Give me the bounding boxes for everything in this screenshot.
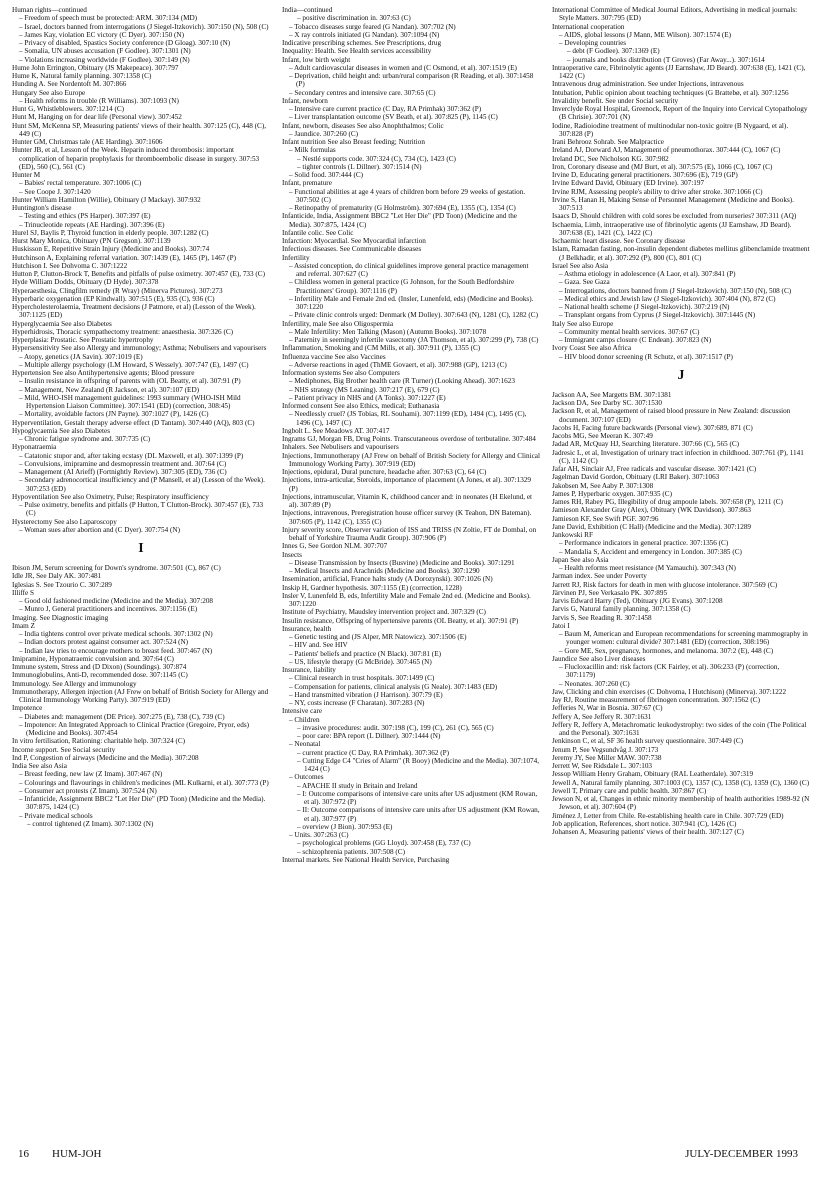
index-subentry: – Medical Insects and Arachnids (Medicine and Books). 307:1290: [289, 567, 480, 575]
index-subentry: – Patient privacy in NHS and (A Tonks). 307:1227 (E): [289, 393, 446, 402]
index-entry: Jafar AH, Sinclair AJ, Free radicals and vascular disease. 307:1421 (C): [552, 465, 757, 473]
index-entry: Hyponatraemia: [12, 443, 57, 452]
index-subentry: – Compensation for patients, clinical analysis (G Neale). 307:1483 (ED): [289, 682, 498, 691]
index-subentry: – Children: [289, 715, 320, 724]
index-entry: International Committee of Medical Journal Editors, Advertising in medical journals: Style Matters. 307:795 (ED): [552, 6, 798, 23]
index-entry: Irvine D, Educating general practitioners. 307:696 (E), 719 (GP): [552, 171, 738, 179]
index-subentry: – Nestlé supports code. 307:324 (C), 734 (C), 1423 (C): [297, 154, 456, 163]
index-entry: Insler V, Lunenfeld B, eds, Infertility Male and Female 2nd ed. (Medicine and Books). 307:1220: [282, 591, 531, 608]
page-number: 16: [18, 1148, 29, 1160]
index-subentry: – Multiple allergy psychology (LM Howard, S Wessely). 307:747 (E), 1497 (C): [19, 360, 249, 369]
index-entry: Jatoi I: [552, 621, 570, 630]
index-entry: Isaacs D, Should children with cold sores be excluded from nurseries? 307:311 (AQ): [552, 212, 797, 221]
index-entry: Hunter JB, et al, Lesson of the Week. Heparin induced thrombosis: important complication of heparin prophylaxis for thromboembolic disease in surgery. 307:53 (ED), 560 (C), 561 (C): [12, 146, 260, 171]
index-subentry: – Woman sues after abortion and (C Dyer). 307:754 (N): [19, 525, 180, 534]
index-entry: Johansen A, Measuring patients' views of their health. 307:127 (C): [552, 828, 744, 836]
index-entry: Injury severity score, Observer variation of ISS and TRISS (N Zoltie, FT de Dombal, on behalf of Yorkshire Trauma Audit Group). 307:906 (P): [282, 525, 537, 542]
index-entry: Jessop William Henry Graham, Obituary (RAL Leatherdale). 307:319: [552, 770, 754, 779]
index-subentry: – Neonates. 307:260 (C): [559, 679, 630, 688]
index-entry: Hutchison I. See Dohvoma C. 307:1222: [12, 261, 128, 270]
index-entry: Hysterectomy See also Laparoscopy: [12, 517, 117, 526]
index-entry: Hyperbaric oxygenation (EP Kindwall). 307:515 (E), 935 (C), 936 (C): [12, 294, 215, 303]
index-subentry: – debt (F Godlee). 307:1369 (E): [567, 47, 660, 56]
index-subentry: – Adult cardiovascular diseases in women and (C Osmond, et al). 307:1519 (E): [289, 63, 517, 72]
index-entry: Jay RJ, Routine measurement of fibrinogen concentration. 307:1562 (C): [552, 696, 760, 704]
index-subentry: – Solid food. 307:444 (C): [289, 171, 364, 179]
index-subentry: – current practice (C Day, RA Primhak). 307:362 (P): [297, 748, 450, 757]
index-subentry: – Trinucleotide repeats (AE Harding). 307:396 (E): [19, 220, 165, 229]
index-entry: Immunology. See Allergy and immunology: [12, 679, 137, 688]
index-entry: Hypersensitivity See also Allergy and immunology; Asthma; Nebulisers and vapourisers: [12, 344, 267, 353]
index-entry: Insects: [282, 550, 302, 559]
index-entry: Hypoventilation See also Oximetry, Pulse; Respiratory insufficiency: [12, 492, 209, 501]
section-letter: I: [138, 541, 144, 556]
index-entry: Jefferies N, War in Bosnia. 307:67 (C): [552, 704, 663, 713]
index-entry: Jerrett W, See Ridsdale L. 307:103: [552, 762, 653, 770]
index-entry: Income support. See Social security: [12, 745, 116, 754]
index-subentry: – Jaundice. 307:260 (C): [289, 129, 359, 138]
index-subentry: – National health scheme (J Siegel-Itzkovich). 307:219 (N): [559, 303, 730, 311]
index-subentry: – Developing countries: [559, 39, 627, 47]
index-entry: Informed consent See also Ethics, medical; Euthanasia: [282, 402, 440, 410]
index-entry: Hypertension See also Antihypertensive agents; Blood pressure: [12, 369, 195, 377]
index-entry: Inhalers. See Nebulisers and vapourisers: [282, 443, 399, 452]
index-subentry: – X ray controls initiated (G Nandan). 307:1094 (N): [289, 30, 440, 39]
index-entry: Jane David, Exhibition (C Hall) (Medicine and the Media). 307:1289: [552, 522, 752, 531]
index-entry: Iron, Coronary disease and (MJ Burt, et al). 307:575 (E), 1066 (C), 1067 (C): [552, 162, 773, 171]
index-entry: Irvine S, Hanan H, Making Sense of Personnel Management (Medicine and Books). 307:513: [552, 195, 794, 212]
index-subentry: – Infanticide, Assignment BBC2 "Let Her Die" (PD Toon) (Medicine and the Media). 307:875, 1424 (C): [19, 795, 266, 812]
index-subentry: – See Coope J. 307:1420: [19, 187, 91, 196]
index-subentry: – US, lifestyle therapy (G McBride). 307:465 (N): [289, 657, 432, 666]
index-subentry: – India tightens control over private medical schools. 307:1302 (N): [19, 630, 213, 638]
index-subentry: – James Kay, violation EC victory (C Dyer). 307:150 (N): [19, 30, 185, 39]
index-subentry: – Gore ME, Sex, pregnancy, hormones, and melanoma. 307:2 (E), 448 (C): [559, 646, 774, 655]
index-entry: Immunoglobulins, Anti-D, recommended dose. 307:1145 (C): [12, 671, 188, 680]
index-entry: Imipramine, Hyponatraemic convulsion and. 307:64 (C): [12, 654, 174, 663]
index-entry: Jarvis S, See Reading R. 307:1458: [552, 613, 652, 622]
index-subentry: – Secondary adrenocortical insufficiency and (P Mansell, et al) (Lesson of the Week). 307:253 (ED): [19, 476, 265, 493]
index-entry: Illiffe S: [12, 588, 35, 597]
index-entry: Injections, intramuscular, Vitamin K, childhood cancer and: in neonates (H Ekelund, et al). 307:89 (P): [282, 492, 533, 509]
index-entry: Jacobs MG, See Meeran K. 307:49: [552, 432, 653, 440]
index-subentry: – Performance indicators in general practice. 307:1356 (C): [559, 539, 729, 548]
index-subentry: – Secondary centres and intensive care. 307:65 (C): [289, 88, 436, 97]
index-subentry: – HIV and. See HIV: [289, 641, 348, 650]
index-entry: Hypercholesterolaemia, Treatment decisions (J Patmore, et al) (Lesson of the Week). 307:1125 (ED): [12, 303, 256, 320]
index-subentry: – Neonatal: [289, 740, 321, 749]
index-entry: Jaw, Clicking and chin exercises (C Dohvoma, I Hutchison) (Minerva). 307:1222: [552, 687, 787, 696]
index-entry: Islam, Ramadan fasting, non-insulin dependent diabetes mellitus glibenclamide treatment (J Belkhadir, et al). 307:292 (P), 800 (C), 801 (C): [552, 245, 810, 262]
index-entry: Ischaemic heart disease. See Coronary disease: [552, 237, 686, 245]
index-entry: Jadad AR, McQuay HJ, Searching literature. 307:66 (C), 565 (C): [552, 440, 740, 449]
index-subentry: – Tobacco diseases surge feared (G Nandan). 307:702 (N): [289, 22, 456, 31]
index-entry: Jewell T, Primary care and public health. 307:867 (C): [552, 786, 707, 795]
index-entry: Jamieson Alexander Gray (Alex), Obituary (WK Davidson). 307:863: [552, 506, 752, 515]
index-entry: Infant, newborn: [282, 96, 328, 105]
index-entry: Ingrams GJ, Morgan FB, Drug Points. Transcutaneous overdose of tertbutaline. 307:484: [282, 435, 536, 443]
index-entry: Infant, low birth weight: [282, 55, 351, 64]
index-subentry: – Indian law tries to encourage mothers to breast feed. 307:467 (N): [19, 646, 213, 655]
index-entry: Indicative prescribing schemes. See Prescriptions, drug: [282, 39, 442, 47]
index-entry: Hume K, Natural family planning. 307:1358 (C): [12, 72, 152, 80]
index-subentry: – Diabetes and: management (DE Price). 307:275 (E), 738 (C), 739 (C): [19, 712, 225, 721]
index-subentry: – Liver transplantation outcome (SV Beath, et al). 307:825 (P), 1145 (C): [289, 113, 498, 122]
index-entry: Hyperaesthesia, Clingfilm remedy (R Wray) (Minerva Pictures). 307:273: [12, 286, 223, 295]
index-entry: Hunter William Hamilton (Willie), Obituary (J Mackay). 307:932: [12, 195, 201, 204]
index-subentry: – Disease Transmission by Insects (Busvine) (Medicine and Books). 307:1291: [289, 558, 515, 567]
index-entry: Hyperhidrosis, Thoracic sympathectomy treatment: anaesthesia. 307:326 (C): [12, 327, 234, 336]
index-entry: Iglesias S. See Tzourio C. 307:289: [12, 580, 112, 589]
index-subentry: – Babies' rectal temperature. 307:1006 (C): [19, 179, 142, 188]
index-column-3: [552, 6, 810, 1140]
index-entry: Intubation, Public opinion about teaching techniques (G Brattebø, et al). 307:1256: [552, 88, 789, 97]
index-entry: In vitro fertilisation, Rationing: charitable help. 307:324 (C): [12, 737, 186, 746]
index-entry: Jarvis G, Natural family planning. 307:1358 (C): [552, 605, 691, 614]
index-entry: Inverclyde Royal Hospital, Greenock, Report of the Inquiry into Cervical Cytopathology (B Chrisie). 307:701 (N): [552, 105, 808, 122]
index-column-1: [12, 6, 270, 1140]
index-entry: Jamieson KF, See Swift PGF. 307:96: [552, 514, 659, 523]
index-column-2: [282, 6, 540, 1140]
index-subentry: – Atopy, genetics (JA Savin). 307:1019 (E): [19, 352, 143, 361]
index-entry: Infantile colic. See Colic: [282, 228, 354, 237]
index-subentry: – Health reforms in trouble (R Williams). 307:1093 (N): [19, 96, 179, 105]
index-entry: James P, Hyperbaric oxygen. 307:935 (C): [552, 489, 672, 498]
index-entry: Imaging. See Diagnostic imaging: [12, 613, 109, 622]
index-subentry: – Patients' beliefs and practice (N Black). 307:81 (E): [289, 649, 441, 658]
index-subentry: – Indian doctors protest against consumer act. 307:524 (N): [19, 638, 189, 647]
index-subentry: – Baum M, American and European recommendations for screening mammography in younger women: cultural divide? 307:1481 (ED) (correction, 308:196): [559, 630, 808, 647]
index-entry: Impotence: [12, 704, 43, 713]
index-subentry: – invasive procedures: audit. 307:198 (C), 199 (C), 261 (C), 565 (C): [297, 723, 494, 732]
index-entry: Intensive care: [282, 707, 323, 716]
index-entry: Infant, premature: [282, 179, 332, 188]
index-entry: Infant, newborn, diseases See also Anophthalmos; Colic: [282, 121, 444, 130]
index-subentry: – Management, New Zealand (R Jackson, et al). 307:107 (ED): [19, 385, 200, 394]
index-entry: Järvinen PJ, See Verkasalo PK. 307:895: [552, 588, 668, 597]
index-subentry: – poor care: BPA report (L Dillner). 307:1444 (N): [297, 732, 441, 740]
index-entry: Ischaemia, Limb, intraoperative use of fibrinolytic agents (JJ Earnshaw, JD Beard). 307:638 (E), 1421 (C), 1422 (C): [552, 220, 792, 237]
index-subentry: – Male Infertility: Men Talking (Mason) (Autumn Books). 307:1078: [289, 327, 487, 336]
index-subentry: – HIV blood donor screening (R Schutz, et al). 307:1517 (P): [559, 352, 733, 361]
index-entry: Ind P, Congestion of airways (Medicine and the Media). 307:208: [12, 753, 199, 762]
index-entry: Influenza vaccine See also Vaccines: [282, 352, 386, 361]
index-entry: Jagelman David Gordon, Obituary (LRI Baker). 307:1063: [552, 473, 720, 482]
index-subentry: – Intensive care current practice (C Day, RA Primhak) 307:362 (P): [289, 105, 482, 113]
index-subentry: – Somalia, UN abuses accusation (F Godlee). 307:1301 (N): [19, 47, 191, 56]
index-subentry: – Mortality, avoidable factors (JN Payne). 307:1027 (P), 1426 (C): [19, 410, 209, 419]
index-entry: Hungary See also Europe: [12, 88, 86, 97]
index-entry: Job application, References, short notice. 307:941 (C), 1426 (C): [552, 819, 737, 828]
index-entry: Injections, intravenous, Preregistration house officer survey (K Teahon, DN Bateman). 307:605 (P), 1142 (C), 1355 (C): [282, 509, 532, 526]
index-subentry: – Medical ethics and Jewish law (J Siegel-Itzkovich). 307:404 (N), 872 (C): [559, 294, 776, 303]
index-entry: Huskisson E, Repetitive Strain Injury (Medicine and Books). 307:74: [12, 245, 210, 254]
index-subentry: – I: Outcome comparisons of intensive care units after US adjustment (KM Rowan, et al). 307:972 (P): [297, 789, 538, 806]
index-entry: Institute of Psychiatry, Maudsley intervention project and. 307:329 (C): [282, 608, 486, 617]
index-subentry: – Private clinic controls urged: Denmark (M Dolley). 307:643 (N), 1281 (C), 1282 (C): [289, 311, 538, 320]
index-subentry: – Private medical schools: [19, 811, 93, 820]
section-letter: J: [677, 367, 685, 383]
index-entry: Infertility: [282, 253, 310, 262]
index-subentry: – NHS strategy (MS Leaning). 307:217 (E), 679 (C): [289, 385, 440, 394]
index-subentry: – Privacy of disabled, Spastics Society conference (D Gloag). 307:10 (N): [19, 39, 231, 47]
index-subentry: – Paternity in seemingly infertile vasectomy (JA Thomson, et al). 307:299 (P), 738 (C): [289, 336, 539, 344]
index-entry: Hyperplasia: Prostatic. See Prostatic hypertrophy: [12, 336, 154, 344]
index-entry: Insulin resistance, Offspring of hypertensive parents (OL Beatty, et al). 307:91 (P): [282, 616, 519, 625]
index-subentry: – Immigrant camps closure (C Endean). 307:823 (N): [559, 336, 712, 344]
index-entry: Infectious diseases. See Communicable diseases: [282, 245, 422, 254]
index-entry: Inflammation, Smoking and (CM Mills, et al). 307:911 (P), 1355 (C): [282, 344, 481, 353]
index-entry: Jarman index. See under Poverty: [552, 572, 647, 581]
index-subentry: – NY, costs increase (F Charatan). 307:283 (N): [289, 699, 425, 707]
index-subentry: – Mild, WHO-ISH management guidelines: 1993 summary (WHO-ISH Mild Hypertension Liaison Committee). 307:1541 (ED) (correction, 308:45): [19, 393, 241, 410]
index-subentry: – Asthma etiology in adolescence (A Laor, et al). 307:841 (P): [559, 270, 736, 278]
index-subentry: – Cutting Edge C4 "Cries of Alarm" (R Booy) (Medicine and the Media). 307:1074, 1424 (C): [297, 756, 540, 773]
index-entry: Imam Z: [12, 621, 35, 630]
index-subentry: – Hand transmitted vibration (J Harrison). 307:79 (E): [289, 690, 443, 699]
index-subentry: – Outcomes: [289, 773, 324, 782]
index-entry: Hunter M: [12, 171, 41, 179]
index-subentry: – Testing and ethics (PS Harper). 307:397 (E): [19, 212, 151, 221]
index-entry: Injections, intra-articular, Steroids, importance of placement (A Jones, et al). 307:1329 (P): [282, 476, 532, 493]
index-entry: Infanticide, India, Assignment BBC2 "Let Her Die" (PD Toon) (Medicine and the Media). 307:875, 1424 (C): [282, 212, 517, 229]
index-entry: Jenum P, See Vegsundvåg J. 307:173: [552, 745, 659, 754]
index-subentry: – APACHE II study in Britain and Ireland: [297, 781, 418, 790]
index-entry: Jarrett RJ, Risk factors for death in men with glucose intolerance. 307:569 (C): [552, 580, 778, 589]
index-entry: Hunt M, Hanging on for dear life (Personal view). 307:452: [12, 113, 182, 122]
index-entry: India—continued: [282, 6, 333, 14]
index-subentry: – psychological problems (GG Lloyd). 307:458 (E), 737 (C): [297, 839, 471, 848]
index-subentry: – Mediphones, Big Brother health care (R Turner) (Looking Ahead). 307:1623: [289, 377, 515, 386]
index-subentry: – Consumer act protests (Z Imam). 307:524 (N): [19, 786, 157, 795]
index-subentry: – schizophrenia patients. 307:508 (C): [297, 847, 405, 856]
index-subentry: – Convulsions, imipramine and desmopressin treatment and. 307:64 (C): [19, 459, 227, 468]
index-entry: Inequality: Health. See Health services accessibility: [282, 47, 432, 56]
index-entry: Jackson AA, See Margetts BM. 307:1381: [552, 390, 672, 399]
index-entry: Ibison JM, Serum screening for Down's syndrome. 307:501 (C), 867 (C): [12, 564, 221, 572]
index-entry: Infarction: Myocardial. See Myocardial infarction: [282, 237, 426, 245]
index-subentry: – Clinical research in trust hospitals. 307:1499 (C): [289, 674, 435, 683]
index-entry: Jakobsen M, See Aaby P. 307:1308: [552, 481, 654, 490]
index-subentry: – Mandalia S, Accident and emergency in London. 307:385 (C): [559, 547, 742, 556]
index-entry: Immune system, Stress and (D Dixon) (Soundings). 307:874: [12, 663, 187, 671]
index-entry: Jarvis Edward Harry (Ted), Obituary (JG Evans). 307:1208: [552, 597, 723, 605]
index-entry: Hutchinson A, Explaining referral variation. 307:1439 (E), 1465 (P), 1467 (P): [12, 253, 236, 262]
index-entry: Irvine RJM, Assessing people's ability to drive after stroke. 307:1066 (C): [552, 187, 763, 196]
index-entry: Invalidity benefit. See under Social security: [552, 96, 679, 105]
index-entry: Insurance, health: [282, 624, 332, 633]
index-entry: Injections, Immunotherapy (AJ Frew on behalf of British Society for Allergy and Clinical Immunology Working Party). 307:919 (ED): [282, 451, 540, 468]
index-subentry: – AIDS, global lessons (J Mann, ME Wilson). 307:1574 (E): [559, 30, 732, 39]
index-entry: Hunt G, Whistleblowers. 307:1214 (C): [12, 105, 125, 113]
index-entry: Jiménez J, Letter from Chile. Re-establishing health care in Chile. 307:729 (ED): [552, 811, 784, 820]
index-range: HUM-JOH: [52, 1148, 102, 1160]
index-subentry: – Units. 307:263 (C): [289, 831, 349, 839]
index-subentry: – Catatonic stupor and, after taking ecstasy (DL Maxwell, et al). 307:1399 (P): [19, 451, 244, 460]
index-entry: Jaundice See also Liver diseases: [552, 654, 646, 663]
index-entry: Jewson N, et al, Changes in ethnic minority membership of health authorities 1989-92 (N Jewson, et al). 307:604 (P): [552, 795, 810, 812]
index-subentry: – Israel, doctors banned from interrogations (J Siegel-Itzkovich). 307:150 (N), 508 (C): [19, 22, 269, 31]
index-entry: Hurel SJ, Baylis P, Thyroid function in elderly people. 307:1282 (C): [12, 228, 209, 237]
index-entry: Intravenous drug administration. See under Injections, intravenous: [552, 80, 744, 89]
index-entry: Internal markets. See National Health Service, Purchasing: [282, 855, 450, 864]
index-entry: Jenkinson C, et al, SF 36 health survey questionnaire. 307:449 (C): [552, 737, 744, 746]
index-subentry: – Milk formulas: [289, 146, 336, 155]
index-entry: Iodine, Radioiodine treatment of multinodular non-toxic goitre (B Nygaard, et al). 307:828 (P): [552, 121, 789, 138]
index-subentry: – Pulse oximetry, benefits and pitfalls (P Hutton, T Clutton-Brock). 307:457 (E), 733 (C): [19, 501, 264, 518]
index-subentry: – Assisted conception, do clinical guidelines improve general practice management and referral. 307:627 (C): [289, 261, 529, 278]
index-entry: Jackson DA, See Darby SC. 307:1530: [552, 399, 662, 407]
index-entry: Ivory Coast See also Africa: [552, 344, 632, 353]
index-entry: Jeffery R, Jeffery A, Metachromatic leukodystrophy: two sides of the coin (The Political and the Personal). 307:1631: [552, 720, 807, 737]
index-entry: International cooperation: [552, 22, 625, 31]
index-entry: Jadresic L, et al, Investigation of urinary tract infection in childhood. 307:761 (P), 1141 (C), 1142 (C): [552, 448, 804, 465]
index-entry: Hunt SM, McKenna SP, Measuring patients' views of their health. 307:125 (C), 448 (C), 449 (C): [12, 121, 267, 138]
index-entry: Israel See also Asia: [552, 261, 609, 270]
index-entry: Ingbolt L. See Meadows AT. 307:417: [282, 426, 390, 435]
index-entry: Hyperventilation, Gestalt therapy adverse effect (D Tantam). 307:440 (AQ), 803 (C): [12, 418, 255, 427]
index-entry: Italy See also Europe: [552, 319, 614, 328]
index-subentry: – control tightened (Z Imam). 307:1302 (N): [27, 819, 154, 828]
index-entry: Human rights—continued: [12, 6, 87, 14]
index-subentry: – Needlessly cruel? (JS Tobias, RL Souhami). 307:1199 (ED), 1494 (C), 1495 (C), 1496 (C), 1497 (C): [289, 410, 527, 427]
index-entry: James RH, Rabey PG, Illegibility of drug ampoule labels. 307:658 (P), 1211 (C): [552, 498, 783, 506]
index-subentry: – Health reforms meet resistance (M Yamauchi). 307:343 (N): [559, 564, 736, 572]
index-subentry: – Gaza. See Gaza: [559, 278, 610, 287]
index-entry: Hurst Mary Monica, Obituary (PN Gregson). 307:1139: [12, 237, 171, 245]
index-entry: Infant nutrition See also Breast feeding; Nutrition: [282, 138, 425, 146]
index-entry: Infertility, male See also Oligospermia: [282, 319, 394, 328]
index-entry: Insemination, artificial, France halts study (A Dorozynski). 307:1026 (N): [282, 575, 493, 584]
index-subentry: – Adverse reactions in aged (ThME Govaert, et al). 307:988 (GP), 1213 (C): [289, 360, 507, 369]
index-entry: Hyde William Dodds, Obituary (D Hyde). 307:378: [12, 278, 159, 287]
index-entry: Hunter GM, Christmas tale (AE Harding). 307:1606: [12, 138, 163, 146]
index-entry: Jacobs H, Facing future backwards (Personal view). 307:689, 871 (C): [552, 423, 753, 432]
index-subentry: – Freedom of speech must be protected: ARM. 307:134 (MD): [19, 14, 198, 23]
index-subentry: – Childless women in general practice (G Johnson, for the South Bedfordshire Practitioners' Group). 307:1116 (P): [289, 278, 515, 295]
index-entry: Ireland DC, See Nicholson KG. 307:982: [552, 154, 669, 163]
index-subentry: – Impotence: An Integrated Approach to Clinical Practice (Gregoire, Pryor, eds) (Medicine and Books). 307:454: [19, 720, 250, 737]
issue-date: JULY-DECEMBER 1993: [685, 1148, 798, 1160]
index-entry: Ireland AJ, Dorward AJ, Management of pneumothorax. 307:444 (C), 1067 (C): [552, 146, 781, 155]
index-subentry: – Management (AI Arieff) (Fortnightly Review). 307:305 (ED), 736 (C): [19, 468, 227, 476]
index-entry: India See also Asia: [12, 762, 67, 770]
index-subentry: – Interrogations, doctors banned from (J Siegel-Itzkovich). 307:150 (N), 508 (C): [559, 286, 792, 295]
index-subentry: – journals and books distribution (T Groves) (Far Away...). 307:1614: [567, 55, 765, 64]
index-entry: Hyperglycaemia See also Diabetes: [12, 319, 112, 328]
index-subentry: – Colourings and flavourings in children's medicines (ML Kulkarni, et al). 307:773 (P): [19, 778, 269, 787]
index-subentry: – Flucloxacillin and: risk factors (CK Fairley, et al). 306:233 (P) (correction, 307:1179): [559, 663, 780, 680]
index-entry: Jeremy JY, See Miller MAW. 307:738: [552, 753, 662, 762]
index-subentry: – Community mental health services. 307:67 (C): [559, 327, 700, 336]
index-entry: Intraoperative care, Fibrinolytic agents (JJ Earnshaw, JD Beard). 307:638 (E), 1421 (C), 1422 (C): [552, 63, 806, 80]
index-entry: Irvine Edward David, Obituary (ED Irvine). 307:197: [552, 179, 705, 188]
index-subentry: – Chronic fatigue syndrome and. 307:735 (C): [19, 435, 151, 443]
index-entry: Information systems See also Computers: [282, 369, 400, 377]
index-subentry: – Retinopathy of prematurity (G Holmström). 307:694 (E), 1355 (C), 1354 (C): [289, 204, 516, 212]
index-subentry: – Transplant organs from Cyprus (J Siegel-Itzkovich). 307:1445 (N): [559, 311, 756, 320]
index-entry: Hypoglycaemia See also Diabetes: [12, 426, 110, 435]
index-subentry: – Munro J, General practitioners and incentives. 307:1156 (E): [19, 605, 198, 614]
index-subentry: – tighter controls (L Dillner). 307:1514 (N): [297, 162, 422, 171]
index-entry: Idle JR, See Daly AK. 307:481: [12, 572, 102, 581]
index-entry: Insurance, liability: [282, 666, 336, 674]
index-subentry: – Infertility Male and Female 2nd ed. (Insler, Lunenfeld, eds) (Medicine and Books). 307:1220: [289, 294, 534, 311]
index-entry: Jankowski RF: [552, 531, 593, 539]
index-entry: Injections, epidural, Dural puncture, headache after. 307:63 (C), 64 (C): [282, 468, 487, 476]
page-footer: [18, 1148, 798, 1166]
index-subentry: – Functional abilities at age 4 years of children born before 29 weeks of gestation. 307:502 (C): [289, 187, 526, 204]
index-subentry: – Good old fashioned medicine (Medicine and the Media). 307:208: [19, 597, 214, 605]
index-subentry: – II: Outcome comparisons of intensive care units after US adjustment (KM Rowan, et al). 307:977 (P): [297, 806, 540, 823]
index-subentry: – Insulin resistance in offspring of parents with (OL Beatty, et al). 307:91 (P): [19, 377, 241, 386]
index-entry: Hutton P, Clutton-Brock T, Benefits and pitfalls of pulse oximetry. 307:457 (E), 733 (C): [12, 270, 265, 278]
index-entry: Innes G, See Gordon NLM. 307:707: [282, 542, 388, 551]
index-entry: Huntington's disease: [12, 204, 72, 212]
index-subentry: – Genetic testing and (JS Alper, MR Natowicz). 307:1506 (E): [289, 633, 467, 641]
index-subentry: – positive discrimination in. 307:63 (C): [297, 14, 411, 23]
index-entry: Inskip H, Gardner hypothesis. 307:1155 (E) (correction, 1228): [282, 583, 462, 592]
index-entry: Jackson R, et al, Management of raised blood pressure in New Zealand: discussion document. 307:107 (ED): [552, 407, 791, 424]
index-entry: Immunotherapy, Allergen injection (AJ Frew on behalf of British Society for Allergy and Clinical Immunology Working Party). 307:919 (ED): [12, 687, 269, 704]
index-subentry: – overview (J Bion). 307:953 (E): [297, 822, 393, 831]
index-subentry: – Deprivation, child height and: urban/rural comparison (R Reading, et al). 307:1458 (P): [289, 72, 534, 89]
index-subentry: – Violations increasing worldwide (F Godlee). 307:149 (N): [19, 55, 190, 64]
index-entry: Irani Behrooz Sohrab. See Malpractice: [552, 138, 664, 146]
index-entry: Hunding A. See Nordentoft M. 307:866: [12, 80, 127, 89]
index-subentry: – Breast feeding, new law (Z Imam). 307:467 (N): [19, 770, 163, 779]
index-entry: Hume John Errington, Obituary (JS Makepeace). 307:797: [12, 63, 179, 72]
index-entry: Jeffery A, See Jeffery R. 307:1631: [552, 712, 652, 721]
index-entry: Jewell A, Natural family planning. 307:1003 (C), 1357 (C), 1358 (C), 1359 (C), 1360 (C): [552, 778, 810, 787]
index-entry: Japan See also Asia: [552, 555, 609, 564]
